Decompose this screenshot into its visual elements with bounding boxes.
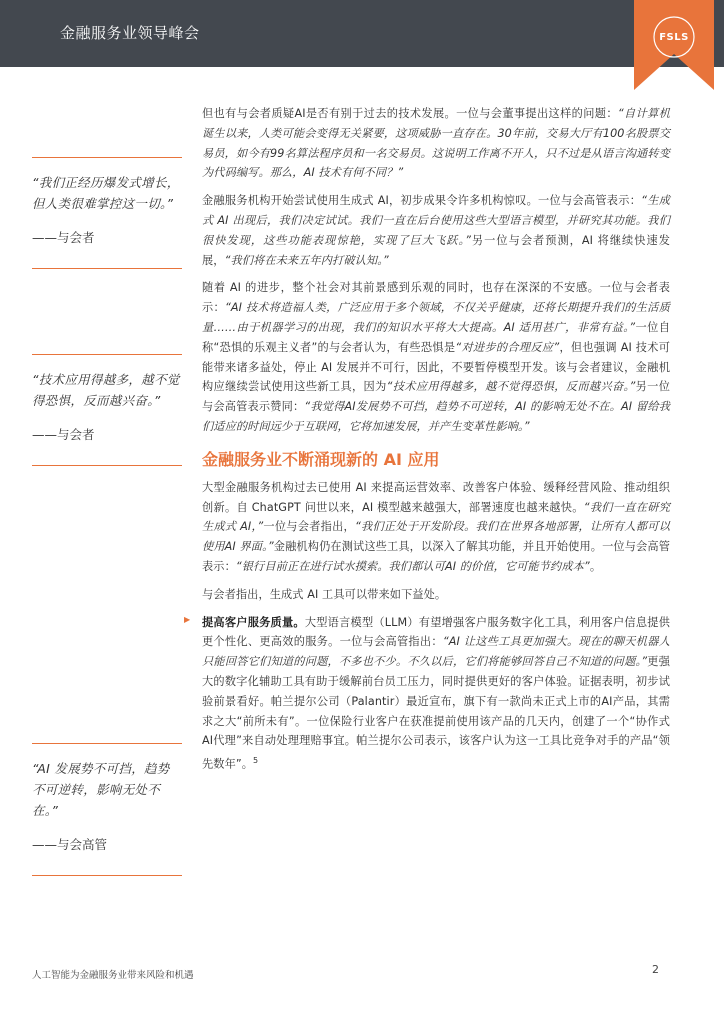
pull-quote-divider xyxy=(32,268,182,269)
fsls-logo xyxy=(624,0,724,100)
paragraph-5: 与会者指出，生成式 AI 工具可以带来如下益处。 xyxy=(202,587,447,601)
pull-quote-text: “技术应用得越多，越不觉得恐惧，反而越兴奋。” xyxy=(32,372,180,408)
quote-run: “AI 技术将造福人类，广泛应用于多个领域，不仅关乎健康，还将长期提升我们的生活质量……由于机器学习的出现，我们的知识水平将大大提高。AI 适用甚广，非常有益。” xyxy=(202,301,670,334)
main-content xyxy=(184,104,671,783)
pull-quote-text: “AI 发展势不可挡，趋势不可逆转，影响无处不在。” xyxy=(32,761,170,818)
logo-text: FSLS xyxy=(659,32,689,43)
text-run: 更强大的数字化辅助工具有助于缓解前台员工压力，同时提供更好的客户体验。证据表明，初步试验前景看好。帕兰提尔公司（Palantir）最近宣布，旗下有一款尚未正式上市的AI产品，其需求之大“前所未有”。一位保险行业客户在获准提前使用该产品的几天内，创建了一个“协作式 AI代理”来自动处理理赔事宜。帕兰提尔公司表示，该客户认为这一工具比竞争对手的产品“领先数年”。 xyxy=(202,655,671,771)
logo-shape-icon xyxy=(624,0,724,100)
pull-quote-divider xyxy=(32,465,182,466)
pull-quote-1 xyxy=(32,157,182,269)
page-number: 2 xyxy=(652,963,659,976)
quote-run: “银行目前正在进行试水摸索。我们都认可AI 的价值，它可能节约成本” xyxy=(235,559,590,573)
footer-title: 人工智能为金融服务业带来风险和机遇 xyxy=(32,970,194,981)
quote-run: “我们将在未来五年内打破认知。” xyxy=(224,253,389,267)
bullet-item xyxy=(184,613,671,775)
text-run: 另一位与会高管表示赞同： xyxy=(202,380,670,414)
bullet-arrow-icon: ▶ xyxy=(184,614,191,624)
pull-quote-3 xyxy=(32,743,182,876)
paragraph-1 xyxy=(202,104,670,183)
text-run: 大型语言模型（LLM）有望增强客户服务数字化工具，利用客户信息提供更个性化、更高效的服务。一位与会高管指出： xyxy=(202,615,670,649)
pull-quote-attribution: ——与会高管 xyxy=(32,837,108,852)
text-run: 随着 AI 的进步，整个社会对其前景感到乐观的同时，也存在深深的不安感。一位与会者表示： xyxy=(202,281,670,315)
text-run: 但也有与会者质疑AI是否有别于过去的技术发展。一位与会董事提出这样的问题： xyxy=(202,107,618,120)
section-heading: 金融服务业不断涌现新的 AI 应用 xyxy=(202,449,440,469)
page-header xyxy=(0,0,724,67)
bullet-text xyxy=(202,613,670,775)
quote-run: “AI 让这些工具更加强大。现在的聊天机器人只能回答它们知道的问题，不多也不少。不久以后，它们将能够回答自己不知道的问题。” xyxy=(202,635,670,669)
quote-run: “我们一直在研究生成式 AI，” xyxy=(202,500,670,534)
quote-run: “技术应用得越多，越不觉得恐惧，反而越兴奋。” xyxy=(386,380,636,394)
quote-run: “生成式 AI 出现后，我们决定试试。我们一直在后台使用这些大型语言模型，并研究其功能。我们很快发现，这些功能表现惊艳，实现了巨大飞跃。” xyxy=(202,194,670,247)
text-run: 另一位与会者预测，AI 将继续快速发展， xyxy=(202,233,670,267)
pull-quote-attribution: ——与会者 xyxy=(32,230,95,245)
quote-run: “我们正处于开发阶段。我们在世界各地部署，让所有人都可以使用AI 界面。” xyxy=(202,520,670,554)
pull-quote-attribution: ——与会者 xyxy=(32,427,95,442)
pull-quote-2 xyxy=(32,354,182,466)
paragraph-3 xyxy=(202,278,670,436)
quote-run: “自计算机诞生以来，人类可能会变得无关紧要，这项威胁一直存在。30年前，交易大厅有100名股票交易员，如今有99名算法程序员和一名交易员。这说明工作离不开人，只不过是从语言沟通转变为代码编写。那么，AI 技术有何不同？” xyxy=(202,107,671,180)
text-run: 金融服务机构开始尝试使用生成式 AI，初步成果令许多机构惊叹。一位与会高管表示： xyxy=(202,194,642,208)
pull-quote-divider xyxy=(32,875,182,876)
text-run: 一位与会者指出， xyxy=(263,520,355,534)
quote-run: “我觉得AI发展势不可挡，趋势不可逆转，AI 的影响无处不在。AI 留给我们适应的时间远少于互联网，它将加速发展，并产生变革性影响。” xyxy=(202,400,670,433)
footnote-ref[interactable]: 5 xyxy=(253,756,259,766)
pull-quote-text: “我们正经历爆发式增长，但人类很难掌控这一切。” xyxy=(32,175,180,211)
text-run: 金融机构仍在测试这些工具，以深入了解其功能，并且开始使用。一位与会高管表示： xyxy=(202,540,670,573)
text-run: 大型金融服务机构过去已使用 AI 来提高运营效率、改善客户体验、缓释经营风险、推动组织创新。自 ChatGPT 问世以来，AI 模型越来越强大，部署速度也越来越快。 xyxy=(202,480,670,514)
text-run: 。 xyxy=(589,559,602,573)
bullet-lead: 提高客户服务质量。 xyxy=(202,615,305,629)
header-title: 金融服务业领导峰会 xyxy=(60,24,200,42)
text-run: 一位自称“恐惧的乐观主义者”的与会者认为，有些恐惧是 xyxy=(202,320,670,354)
quote-run: “对进步的合理反应” xyxy=(455,340,560,354)
paragraph-4 xyxy=(202,478,670,577)
text-run: ，但也强调 AI 技术可能带来诸多益处，停止 AI 发展并不可行，因此，不要暂停模型开发。该与会者建议，金融机构应继续尝试使用这些新工具，因为 xyxy=(202,340,670,394)
paragraph-2 xyxy=(202,191,670,270)
